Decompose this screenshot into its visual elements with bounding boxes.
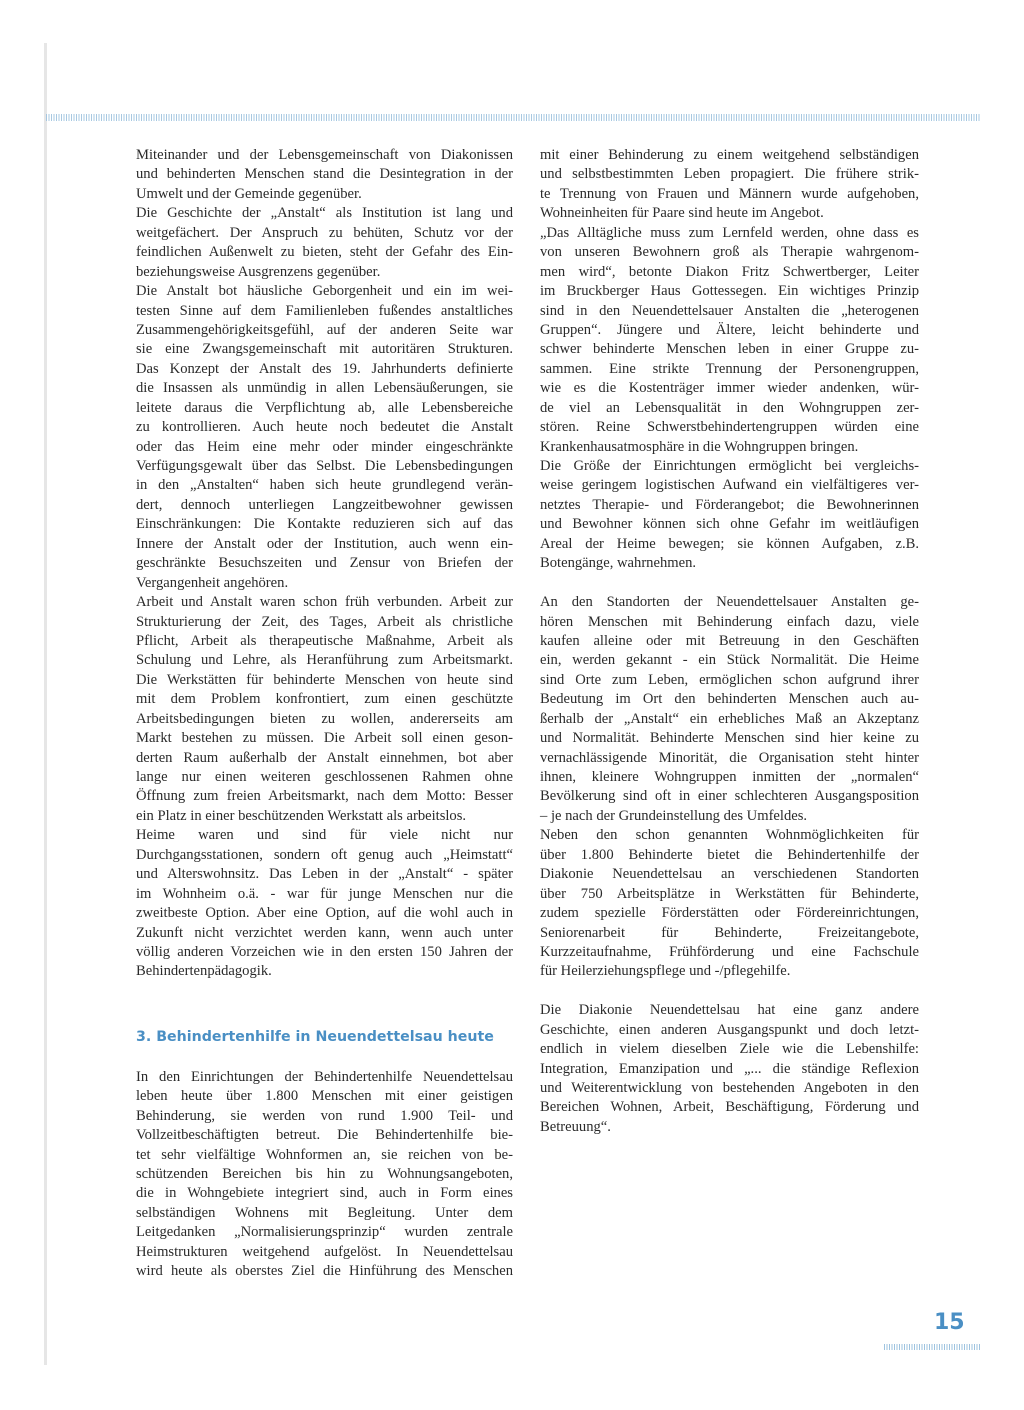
text-line: in den „Anstalten“ haben sich heute grundlegend verän- bbox=[136, 477, 513, 494]
text-line: de viel an Lebensqualität in den Wohngruppen zer- bbox=[540, 399, 919, 416]
text-line: Behindertenpädagogik. bbox=[136, 963, 272, 980]
text-line: im Bruckberger Haus Gottessegen. Ein wichtiges Prinzip bbox=[540, 283, 919, 300]
paragraph bbox=[136, 1068, 513, 1282]
text-line: Miteinander und der Lebensgemeinschaft von Diakonissen bbox=[136, 147, 513, 163]
text-line: beziehungsweise Ausgrenzens gegenüber. bbox=[136, 263, 381, 280]
paragraph bbox=[136, 146, 513, 204]
text-line: sie eine Zwangsgemeinschaft mit autoritären Strukturen. bbox=[136, 341, 513, 358]
section-heading: 3. Behindertenhilfe in Neuendettelsau heute bbox=[136, 1028, 494, 1045]
top-dotted-rule bbox=[46, 114, 980, 121]
text-line: die in Wohngebiete integriert sind, auch in Form eines bbox=[136, 1185, 513, 1202]
text-line: Behinderung, sie werden von rund 1.900 Teil- und bbox=[136, 1107, 513, 1124]
text-line: zudem spezielle Förderstätten oder Fördereinrichtungen, bbox=[540, 905, 919, 922]
text-line: Zukunft nicht verzichtet werden kann, wenn auch unter bbox=[136, 924, 513, 941]
text-line: von unseren Bewohnern groß als Therapie wahrgenom- bbox=[540, 244, 919, 261]
paragraph bbox=[540, 457, 919, 574]
text-line: Vergangenheit angehören. bbox=[136, 574, 289, 591]
text-line: völlig anderen Vorzeichen wie in den ersten 150 Jahren der bbox=[136, 943, 513, 960]
spacer bbox=[136, 982, 513, 1024]
text-line: Kurzzeitaufnahme, Frühförderung und eine Fachschule bbox=[540, 943, 919, 960]
text-line: Areal der Heime bewegen; sie können Aufgaben, z.B. bbox=[540, 535, 919, 552]
text-line: men wird“, betonte Diakon Fritz Schwertberger, Leiter bbox=[540, 263, 919, 280]
text-line: dert, dennoch unterliegen Langzeitbewohner gewissen bbox=[136, 496, 513, 513]
text-line: ein Platz in einer beschützenden Werkstatt als arbeitslos. bbox=[136, 807, 467, 824]
paragraph bbox=[136, 826, 513, 982]
text-line: Krankenhausatmosphäre in die Wohngruppen bringen. bbox=[540, 438, 859, 455]
text-line: Integration, Emanzipation und „... die ständige Reflexion bbox=[540, 1060, 919, 1077]
text-line: Schulung und Lehre, als Heranführung zum Arbeitsmarkt. bbox=[136, 652, 513, 669]
text-line: mit einer Behinderung zu einem weitgehend selbständigen bbox=[540, 147, 919, 163]
bottom-dotted-rule bbox=[884, 1344, 980, 1350]
text-line: feindlichen Außenwelt zu bieten, steht der Gefahr des Ein- bbox=[136, 244, 513, 261]
text-line: Heimstrukturen weitgehend aufgelöst. In Neuendettelsau bbox=[136, 1243, 513, 1260]
text-line: Strukturierung der Zeit, des Tages, Arbeit als christliche bbox=[136, 613, 513, 630]
text-line: im Wohnheim o.ä. - war für junge Menschen nur die bbox=[136, 885, 513, 902]
text-line: die Insassen als unmündig in allen Lebensäußerungen, sie bbox=[136, 380, 513, 397]
text-line: An den Standorten der Neuendettelsauer Anstalten ge- bbox=[540, 594, 919, 611]
text-line: Die Größe der Einrichtungen ermöglicht bei vergleichs- bbox=[540, 458, 919, 474]
text-line: Gruppen“. Jüngere und Ältere, leicht behinderte und bbox=[540, 321, 919, 338]
text-line: Arbeit und Anstalt waren schon früh verbunden. Arbeit zur bbox=[136, 594, 513, 611]
text-line: ein, werden gekannt - ein Stück Normalität. Die Heime bbox=[540, 652, 919, 669]
text-line: leitete daraus die Verpflichtung ab, alle Lebensbereiche bbox=[136, 399, 513, 416]
text-line: Betreuung“. bbox=[540, 1118, 611, 1135]
text-line: weise geringem logistischen Aufwand ein vielfältigeres ver- bbox=[540, 477, 919, 494]
text-line: Die Anstalt bot häusliche Geborgenheit und ein im wei- bbox=[136, 283, 513, 300]
text-line: Markt bestehen zu müssen. Die Arbeit soll einen geson- bbox=[136, 730, 513, 747]
text-line: netztes Therapie- und Förderangebot; die Bewohnerinnen bbox=[540, 496, 919, 513]
paragraph bbox=[136, 282, 513, 593]
text-line: te Trennung von Frauen und Männern wurde aufgehoben, bbox=[540, 185, 919, 202]
text-line: vernachlässigende Minorität, die Organisation steht hinter bbox=[540, 749, 919, 766]
text-line: hören Menschen mit Behinderung einfach dazu, viele bbox=[540, 613, 919, 630]
text-line: geschränkte Besuchszeiten und Zensur von Briefen der bbox=[136, 555, 513, 572]
text-line: über 750 Arbeitsplätze in Werkstätten für Behinderte, bbox=[540, 885, 919, 902]
text-line: Vollzeitbeschäftigten betreut. Die Behindertenhilfe bie- bbox=[136, 1127, 513, 1144]
paragraph bbox=[136, 593, 513, 826]
text-line: „Das Alltägliche muss zum Lernfeld werden, ohne dass es bbox=[540, 224, 919, 241]
text-line: Seniorenarbeit für Behinderte, Freizeitangebote, bbox=[540, 924, 919, 941]
right-column bbox=[540, 146, 919, 1137]
text-line: Heime waren und sind für viele nicht nur bbox=[136, 827, 513, 844]
text-line: mit dem Problem konfrontiert, zum einen geschützte bbox=[136, 691, 513, 708]
text-line: Die Diakonie Neuendettelsau hat eine ganz andere bbox=[540, 1002, 919, 1019]
text-line: Einschränkungen: Die Kontakte reduzieren sich auf das bbox=[136, 516, 513, 533]
text-line: derten Raum außerhalb der Anstalt einnehmen, bot aber bbox=[136, 749, 513, 766]
text-line: Die Werkstätten für behinderte Menschen von heute sind bbox=[136, 671, 513, 688]
text-line: Das Konzept der Anstalt des 19. Jahrhunderts definierte bbox=[136, 360, 513, 377]
text-line: testen Sinne auf dem Familienleben fußendes anstaltliches bbox=[136, 302, 513, 319]
text-line: Zusammengehörigkeitsgefühl, auf der anderen Seite war bbox=[136, 321, 513, 338]
text-line: Pflicht, Arbeit als therapeutische Maßnahme, Arbeit als bbox=[136, 632, 513, 649]
text-line: für Heilerziehungspflege und -/pflegehilfe. bbox=[540, 963, 791, 980]
text-line: Bevölkerung sind oft in einer schlechteren Ausgangsposition bbox=[540, 788, 919, 805]
text-line: zweitbeste Option. Aber eine Option, auf die wohl auch in bbox=[136, 905, 513, 922]
text-line: leben heute über 1.800 Menschen mit einer geistigen bbox=[136, 1088, 513, 1105]
text-line: kaufen alleine oder mit Betreuung in den Geschäften bbox=[540, 632, 919, 649]
text-line: Botengänge, wahrnehmen. bbox=[540, 555, 697, 572]
text-line: über 1.800 Behinderte bietet die Behindertenhilfe der bbox=[540, 846, 919, 863]
text-line: sind Orte zum Leben, ermöglichen schon aufgrund ihrer bbox=[540, 671, 919, 688]
text-line: Innere der Anstalt oder der Institution, auch wenn ein- bbox=[136, 535, 513, 552]
text-line: Bereichen Wohnen, Arbeit, Beschäftigung, Förderung und bbox=[540, 1099, 919, 1116]
text-line: Geschichte, einen anderen Ausgangspunkt und doch letzt- bbox=[540, 1021, 919, 1038]
text-line: und Bewohner können sich ohne Gefahr im weitläufigen bbox=[540, 516, 919, 533]
text-line: wird heute als oberstes Ziel die Hinführung des Menschen bbox=[136, 1263, 513, 1280]
text-line: Die Geschichte der „Anstalt“ als Institution ist lang und bbox=[136, 205, 513, 222]
text-line: Umwelt und der Gemeinde gegenüber. bbox=[136, 185, 362, 202]
text-line: ßerhalb der „Anstalt“ ein erhebliches Maß an Akzeptanz bbox=[540, 710, 919, 727]
paragraph bbox=[540, 146, 919, 224]
spacer bbox=[540, 574, 919, 593]
paragraph bbox=[540, 1001, 919, 1137]
page-number: 15 bbox=[934, 1310, 965, 1335]
text-line: sammen. Eine strikte Trennung der Personengruppen, bbox=[540, 360, 919, 377]
paragraph bbox=[540, 826, 919, 982]
text-line: Öffnung zum freien Arbeitsmarkt, nach dem Motto: Besser bbox=[136, 788, 513, 805]
text-line: schwer behinderte Menschen leben in einer Gruppe zu- bbox=[540, 341, 919, 358]
text-line: wie es die Kostenträger immer wieder andenken, wür- bbox=[540, 380, 919, 397]
text-line: endlich in vielem dieselben Ziele wie die Lebenshilfe: bbox=[540, 1041, 919, 1058]
text-line: ihnen, kleinere Wohngruppen inmitten der „normalen“ bbox=[540, 769, 919, 785]
text-line: und Alterswohnsitz. Das Leben in der „Anstalt“ - später bbox=[136, 866, 513, 883]
text-line: tet sehr vielfältige Wohnformen an, sie reichen von be- bbox=[136, 1146, 513, 1163]
text-line: Neben den schon genannten Wohnmöglichkeiten für bbox=[540, 827, 919, 844]
text-line: Leitgedanken „Normalisierungsprinzip“ wurden zentrale bbox=[136, 1224, 513, 1241]
text-line: und Weiterentwicklung von bestehenden Angeboten in den bbox=[540, 1080, 919, 1096]
text-line: stören. Reine Schwerstbehindertengruppen würden eine bbox=[540, 419, 919, 436]
text-line: – je nach der Grundeinstellung des Umfeldes. bbox=[540, 807, 808, 824]
text-line: Verfügungsgewalt über das Selbst. Die Lebensbedingungen bbox=[136, 458, 513, 474]
text-line: und Normalität. Behinderte Menschen sind hier keine zu bbox=[540, 730, 919, 747]
text-line: und behinderten Menschen stand die Desintegration in der bbox=[136, 166, 513, 183]
text-line: Wohneinheiten für Paare sind heute im Angebot. bbox=[540, 205, 824, 222]
spacer bbox=[540, 982, 919, 1001]
text-line: Durchgangsstationen, sondern oft genug auch „Heimstatt“ bbox=[136, 846, 513, 863]
text-line: selbständigen Wohnens mit Begleitung. Unter dem bbox=[136, 1204, 513, 1221]
text-line: In den Einrichtungen der Behindertenhilfe Neuendettelsau bbox=[136, 1068, 513, 1085]
text-line: sind in den Neuendettelsauer Anstalten die „heterogenen bbox=[540, 302, 919, 319]
text-line: Bedeutung im Ort den behinderten Menschen auch au- bbox=[540, 691, 919, 708]
text-line: zu kontrollieren. Auch heute noch bedeutet die Anstalt bbox=[136, 419, 513, 436]
text-line: oder das Heim eine mehr oder minder eingeschränkte bbox=[136, 438, 513, 455]
paragraph bbox=[540, 593, 919, 826]
text-line: Arbeitsbedingungen bieten zu wollen, andererseits am bbox=[136, 710, 513, 727]
text-line: weitgefächert. Der Anspruch zu behüten, Schutz vor der bbox=[136, 224, 513, 241]
margin-rule bbox=[44, 43, 47, 1365]
paragraph bbox=[540, 224, 919, 457]
paragraph bbox=[136, 204, 513, 282]
text-line: schützenden Bereichen bis hin zu Wohnungsangeboten, bbox=[136, 1166, 513, 1182]
left-column bbox=[136, 146, 513, 1282]
text-line: und selbstbestimmten Leben propagiert. Die frühere strik- bbox=[540, 166, 919, 183]
text-line: Diakonie Neuendettelsau an verschiedenen Standorten bbox=[540, 866, 919, 883]
text-line: lange nur einen weiteren geschlossenen Rahmen ohne bbox=[136, 769, 513, 785]
